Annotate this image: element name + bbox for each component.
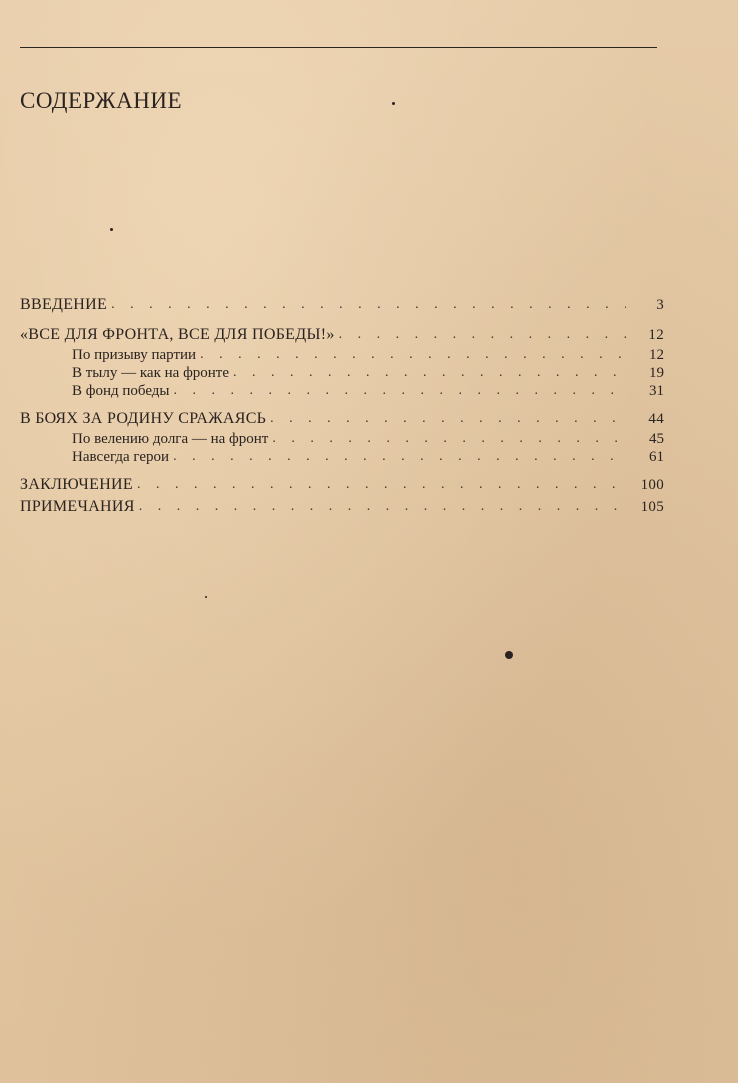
dot-leader — [173, 448, 626, 466]
toc-entry-label: По велению долга — на фронт — [72, 431, 269, 447]
toc-entry-label: Навсегда герои — [72, 449, 170, 465]
toc-entry-page: 19 — [649, 365, 664, 381]
toc-entry-page: 105 — [640, 499, 664, 515]
ink-spot — [110, 228, 113, 231]
dot-leader — [137, 474, 626, 496]
dot-leader — [139, 496, 626, 518]
table-of-contents — [20, 294, 664, 518]
toc-entry-label: «ВСЕ ДЛЯ ФРОНТА, ВСЕ ДЛЯ ПОБЕДЫ!» — [20, 326, 335, 343]
toc-entry-page: 31 — [649, 383, 664, 399]
toc-entry-page: 45 — [649, 431, 664, 447]
toc-entry-label: В тылу — как на фронте — [72, 365, 230, 381]
dot-leader — [272, 430, 626, 448]
toc-entry-notes — [20, 496, 664, 518]
toc-entry-page: 3 — [656, 297, 664, 313]
toc-entry-all-for-front — [20, 324, 664, 346]
dot-leader — [233, 364, 626, 382]
toc-entry-duty-front — [20, 430, 664, 448]
toc-entry-page: 12 — [649, 347, 664, 363]
toc-entry-introduction — [20, 294, 664, 316]
toc-entry-page: 61 — [649, 449, 664, 465]
header-rule — [20, 47, 657, 48]
ink-spot — [205, 596, 207, 598]
ink-spot — [505, 651, 513, 659]
ink-spot — [392, 102, 395, 105]
dot-leader — [174, 382, 626, 400]
toc-entry-party-call — [20, 346, 664, 364]
toc-entry-label: ВВЕДЕНИЕ — [20, 296, 108, 313]
toc-entry-label: В БОЯХ ЗА РОДИНУ СРАЖАЯСЬ — [20, 410, 267, 427]
toc-entry-label: По призыву партии — [72, 347, 197, 363]
toc-entry-conclusion — [20, 474, 664, 496]
dot-leader — [270, 408, 626, 430]
dot-leader — [111, 294, 626, 316]
page-title: СОДЕРЖАНИЕ — [20, 88, 183, 113]
toc-entry-page: 44 — [648, 411, 664, 427]
toc-entry-victory-fund — [20, 382, 664, 400]
toc-entry-page: 12 — [648, 327, 664, 343]
toc-entry-label: ЗАКЛЮЧЕНИЕ — [20, 476, 133, 493]
toc-entry-page: 100 — [640, 477, 664, 493]
dot-leader — [339, 324, 626, 346]
toc-entry-home-front — [20, 364, 664, 382]
dot-leader — [200, 346, 626, 364]
toc-entry-label: ПРИМЕЧАНИЯ — [20, 498, 135, 515]
toc-entry-heroes-forever — [20, 448, 664, 466]
toc-entry-label: В фонд победы — [72, 383, 170, 399]
toc-entry-battles — [20, 408, 664, 430]
